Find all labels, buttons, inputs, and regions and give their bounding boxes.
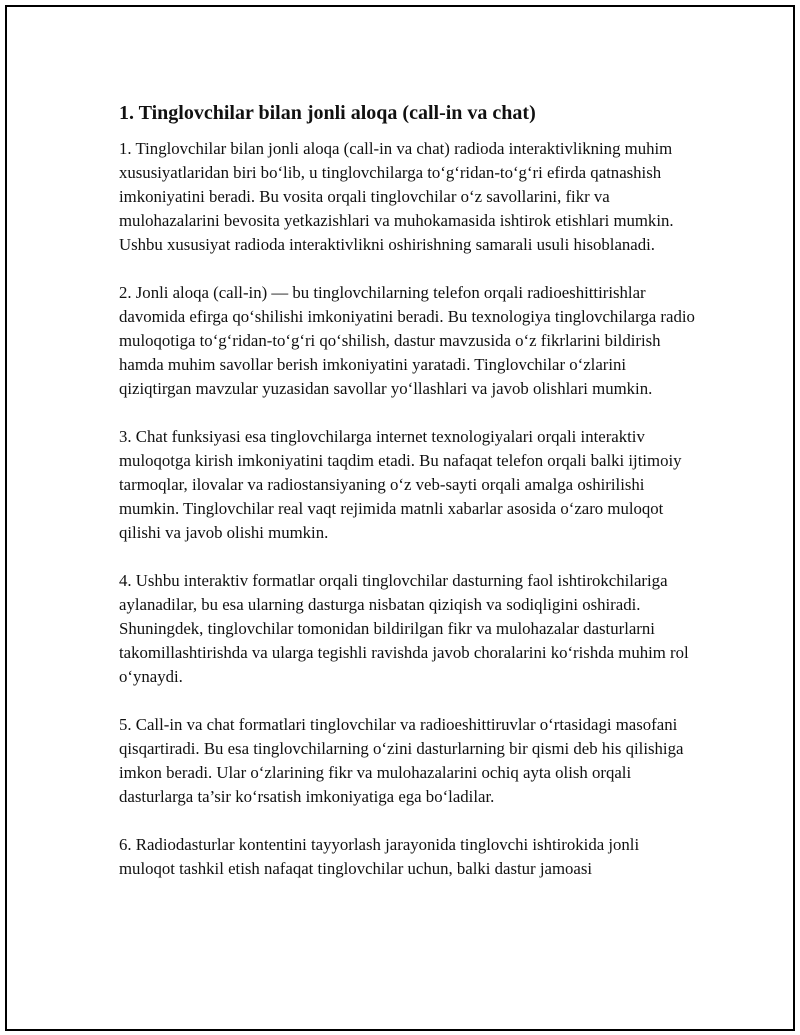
document-content	[119, 99, 699, 881]
paragraph-2: 2. Jonli aloqa (call-in) — bu tinglovchilarning telefon orqali radioeshittirishlar davomida efirga qo‘shilishi imkoniyatini beradi. Bu texnologiya tinglovchilarga radio muloqotiga to‘g‘ridan-to‘g‘ri qo‘shilish, dastur mavzusida o‘z fikrlarini bildirish hamda muhim savollar berish imkoniyatini yaratadi. Tinglovchilar o‘zlarini qiziqtirgan mavzular yuzasidan savollar yo‘llashlari va javob olishlari mumkin.	[119, 283, 695, 398]
paragraph-1: 1. Tinglovchilar bilan jonli aloqa (call-in va chat) radioda interaktivlikning muhim xususiyatlaridan biri bo‘lib, u tinglovchilarga to‘g‘ridan-to‘g‘ri efirda qatnashish imkoniyatini beradi. Bu vosita orqali tinglovchilar o‘z savollarini, fikr va mulohazalarini bevosita yetkazishlari va muhokamasida ishtirok etishlari mumkin. Ushbu xususiyat radioda interaktivlikni oshirishning samarali usuli hisoblanadi.	[119, 139, 674, 254]
paragraph-4: 4. Ushbu interaktiv formatlar orqali tinglovchilar dasturning faol ishtirokchilariga aylanadilar, bu esa ularning dasturga nisbatan qiziqish va sodiqligini oshiradi. Shuningdek, tinglovchilar tomonidan bildirilgan fikr va mulohazalar dasturlarni takomillashtirishda va ularga tegishli ravishda javob choralarini ko‘rishda muhim rol o‘ynaydi.	[119, 571, 689, 686]
document-heading: 1. Tinglovchilar bilan jonli aloqa (call-in va chat)	[119, 102, 536, 124]
page-frame	[5, 5, 795, 1031]
paragraph-6: 6. Radiodasturlar kontentini tayyorlash jarayonida tinglovchi ishtirokida jonli muloqot tashkil etish nafaqat tinglovchilar uchun, balki dastur jamoasi	[119, 835, 640, 878]
paragraph-3: 3. Chat funksiyasi esa tinglovchilarga internet texnologiyalari orqali interaktiv muloqotga kirish imkoniyatini taqdim etadi. Bu nafaqat telefon orqali balki ijtimoiy tarmoqlar, ilovalar va radiostansiyaning o‘z veb-sayti orqali amalga oshirilishi mumkin. Tinglovchilar real vaqt rejimida matnli xabarlar asosida o‘zaro muloqot qilishi va javob olishi mumkin.	[119, 427, 682, 542]
paragraph-5: 5. Call-in va chat formatlari tinglovchilar va radioeshittiruvlar o‘rtasidagi masofani qisqartiradi. Bu esa tinglovchilarning o‘zini dasturlarning bir qismi deb his qilishiga imkon beradi. Ular o‘zlarining fikr va mulohazalarini ochiq ayta olish orqali dasturlarga ta’sir ko‘rsatish imkoniyatiga ega bo‘ladilar.	[119, 715, 684, 806]
